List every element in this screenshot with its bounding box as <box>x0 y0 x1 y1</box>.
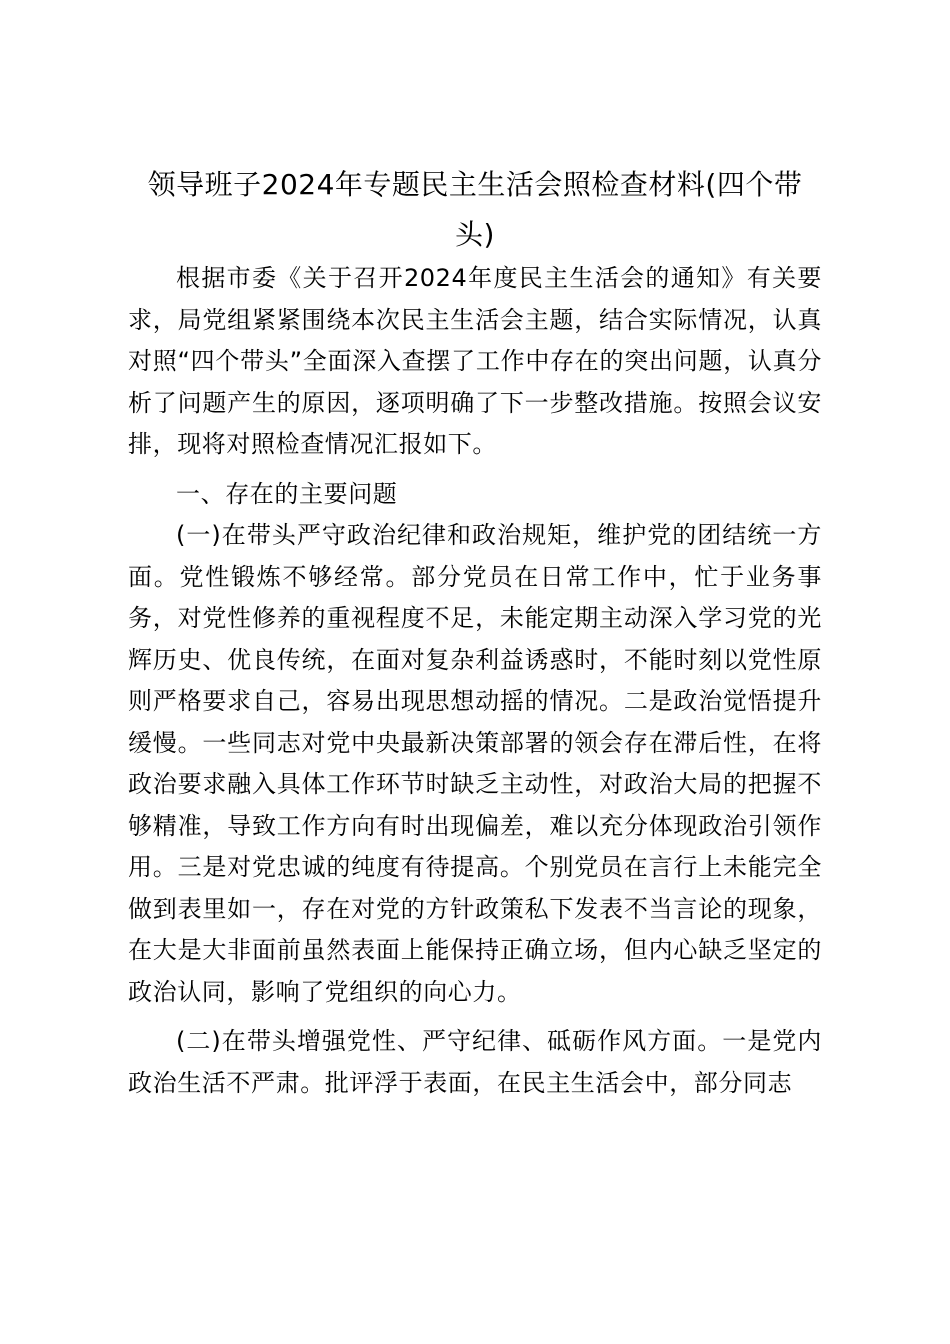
document-body <box>128 258 822 1104</box>
section-two-paragraph: (二)在带头增强党性、严守纪律、砥砺作风方面。一是党内政治生活不严肃。批评浮于表面，在民主生活会中，部分同志 <box>128 1027 822 1097</box>
section-heading: 一、存在的主要问题 <box>176 479 398 508</box>
document-title: 领导班子2024年专题民主生活会照检查材料(四个带头) <box>147 168 803 251</box>
section-one-paragraph: (一)在带头严守政治纪律和政治规矩，维护党的团结统一方面。党性锻炼不够经常。部分党员在日常工作中，忙于业务事务，对党性修养的重视程度不足，未能定期主动深入学习党的光辉历史、优良传统，在面对复杂利益诱惑时，不能时刻以党性原则严格要求自己，容易出现思想动摇的情况。二是政治觉悟提升缓慢。一些同志对党中央最新决策部署的领会存在滞后性，在将政治要求融入具体工作环节时缺乏主动性，对政治大局的把握不够精准，导致工作方向有时出现偏差，难以充分体现政治引领作用。三是对党忠诚的纯度有待提高。个别党员在言行上未能完全做到表里如一，存在对党的方针政策私下发表不当言论的现象，在大是大非面前虽然表面上能保持正确立场，但内心缺乏坚定的政治认同，影响了党组织的向心力。 <box>128 521 822 1006</box>
intro-paragraph: 根据市委《关于召开2024年度民主生活会的通知》有关要求，局党组紧紧围绕本次民主生活会主题，结合实际情况，认真对照“四个带头”全面深入查摆了工作中存在的突出问题，认真分析了问题产生的原因，逐项明确了下一步整改措施。按照会议安排，现将对照检查情况汇报如下。 <box>128 264 822 458</box>
